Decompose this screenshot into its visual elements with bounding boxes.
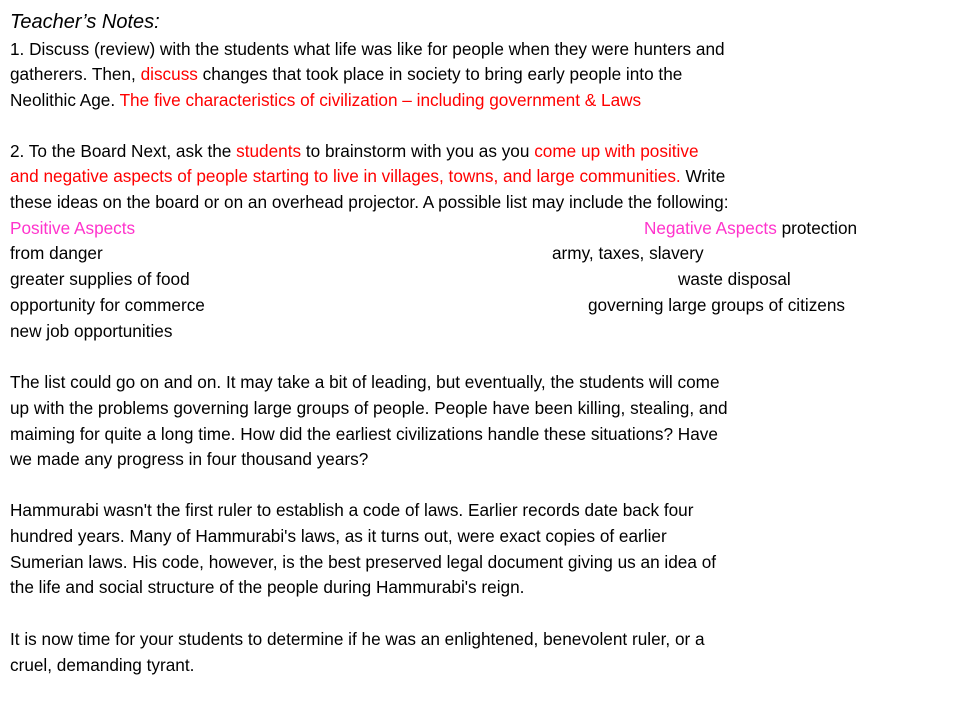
- text-span: changes that took place in society to bring early people into the: [197, 64, 683, 84]
- positive-aspects-header: Positive Aspects: [10, 218, 136, 238]
- text-span: 1. Discuss (review) with the students what life was like for people when they were hunters and: [10, 39, 725, 59]
- paragraph-3-line-4: we made any progress in four thousand years?: [10, 449, 369, 469]
- paragraph-4-line-1: Hammurabi wasn't the first ruler to establish a code of laws. Earlier records date back four: [10, 500, 694, 520]
- paragraph-5-line-1: It is now time for your students to determine if he was an enlightened, benevolent ruler, or a: [10, 629, 705, 649]
- text-span: 2. To the Board Next, ask the: [10, 141, 237, 161]
- paragraph-4-line-3: Sumerian laws. His code, however, is the best preserved legal document giving us an idea of: [10, 552, 717, 572]
- paragraph-2-line-1: [10, 138, 699, 164]
- text-span: to brainstorm with you as you: [301, 141, 535, 161]
- paragraph-4-line-2: hundred years. Many of Hammurabi's laws, as it turns out, were exact copies of earlier: [10, 526, 667, 546]
- list-item-positive: from danger: [10, 243, 103, 263]
- paragraph-1-line-1: [10, 36, 725, 62]
- paragraph-3-line-2: up with the problems governing large groups of people. People have been killing, stealing, and: [10, 398, 728, 418]
- highlight-come-up: come up with positive: [534, 141, 699, 161]
- page-title: Teacher’s Notes:: [10, 11, 160, 33]
- paragraph-1-line-2: [10, 61, 682, 87]
- negative-aspects-line: [644, 215, 857, 241]
- text-span: Write: [680, 166, 726, 186]
- list-item-negative: governing large groups of citizens: [588, 295, 846, 315]
- list-item-negative: army, taxes, slavery: [552, 243, 704, 263]
- text-span: Neolithic Age.: [10, 90, 120, 110]
- paragraph-4-line-4: the life and social structure of the people during Hammurabi's reign.: [10, 577, 525, 597]
- paragraph-1-line-3: [10, 87, 641, 113]
- list-item-negative: waste disposal: [678, 269, 791, 289]
- highlight-characteristics: The five characteristics of civilization – including government & Laws: [119, 90, 642, 110]
- text-span: protection: [776, 218, 858, 238]
- highlight-students: students: [236, 141, 302, 161]
- list-item-positive: new job opportunities: [10, 321, 173, 341]
- highlight-discuss: discuss: [140, 64, 198, 84]
- list-item-positive: opportunity for commerce: [10, 295, 205, 315]
- text-span: gatherers. Then,: [10, 64, 141, 84]
- paragraph-2-line-2: [10, 163, 725, 189]
- paragraph-3-line-3: maiming for quite a long time. How did the earliest civilizations handle these situations? Have: [10, 424, 718, 444]
- text-span: these ideas on the board or on an overhead projector. A possible list may include the following:: [10, 192, 729, 212]
- paragraph-3-line-1: The list could go on and on. It may take a bit of leading, but eventually, the students will come: [10, 372, 720, 392]
- list-item-positive: greater supplies of food: [10, 269, 190, 289]
- paragraph-5-line-2: cruel, demanding tyrant.: [10, 655, 195, 675]
- paragraph-2-line-3: [10, 189, 729, 215]
- negative-aspects-header: Negative Aspects: [644, 218, 777, 238]
- highlight-aspects: and negative aspects of people starting to live in villages, towns, and large communities.: [10, 166, 681, 186]
